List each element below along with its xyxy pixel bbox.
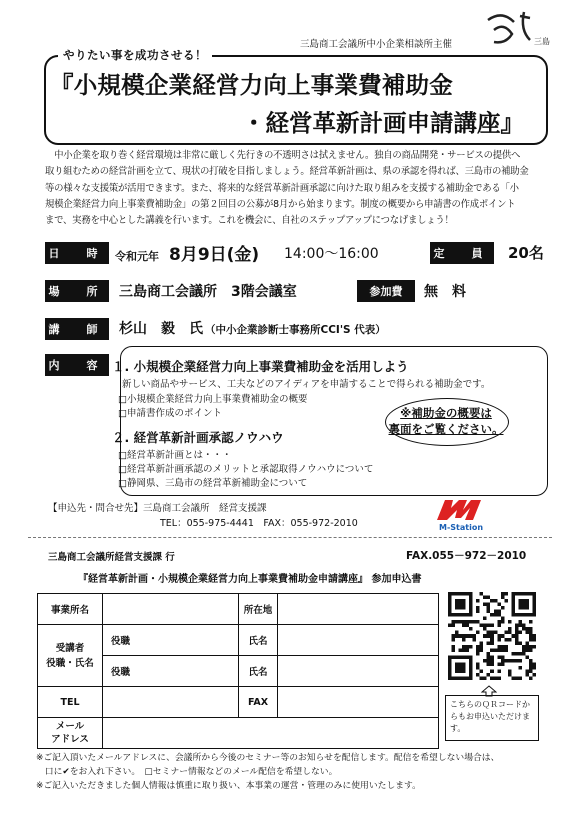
capacity-label: 定 員 xyxy=(430,242,494,264)
list-item: □経営革新計画承認のメリットと承認取得ノウハウについて xyxy=(118,464,374,475)
svg-text:三島: 三島 xyxy=(534,37,550,46)
intro-line: 中小企業を取り巻く経営環境は非常に厳しく先行きの不透明さは拭えません。独自の商品開発・サービスの提供へ xyxy=(45,150,521,161)
content-label: 内 容 xyxy=(45,354,109,376)
callout-text xyxy=(382,405,510,437)
date-label: 日 時 xyxy=(45,242,109,264)
fee-value: 無 料 xyxy=(424,284,466,300)
role-input-2[interactable] xyxy=(103,656,239,687)
name-input-2[interactable] xyxy=(278,656,439,687)
name-label: 氏名 xyxy=(239,656,278,687)
location-input[interactable] xyxy=(278,594,439,625)
footer-line: ※ご記入いただきました個人情報は慎重に取り扱い、本事業の運営・管理のみに使用いたします。 xyxy=(36,781,421,791)
callout-line: 裏面をご覧ください。 xyxy=(388,422,504,436)
fee-label: 参加費 xyxy=(357,280,415,302)
company-label: 事業所名 xyxy=(38,594,103,625)
m-station-logo xyxy=(433,494,489,532)
cut-line xyxy=(28,537,552,538)
list-item: □小規模企業経営力向上事業費補助金の概要 xyxy=(118,394,308,405)
list-item: □申請書作成のポイント xyxy=(118,408,222,419)
intro-line: まで、実務を中心とした講義を行います。これを機会に、自社のステップアップにつなげましょう！ xyxy=(45,215,454,227)
capacity-value: 20名 xyxy=(508,244,544,262)
role-label: 役職 xyxy=(111,667,131,678)
attendee-label-line1: 受講者 xyxy=(55,642,85,654)
list-item: □静岡県、三島市の経営革新補助金について xyxy=(118,478,308,489)
intro-line: 取り組むための経営計画を立て、現状の打破を目指しましょう。経営革新計画は、県の承認を得れば、三島市の補助金 xyxy=(45,166,529,178)
attendee-label xyxy=(38,625,103,687)
qr-note: こちらのＱＲコードからもお申込いただけます。 xyxy=(445,695,539,741)
intro-line: 規模企業経営力向上事業費補助金」の第２回目の公募が8月から始まります。制度の概要から申請書の作成ポイント xyxy=(45,198,516,210)
role-input-1[interactable] xyxy=(103,625,239,656)
location-label: 所在地 xyxy=(239,594,278,625)
form-title: 『経営革新計画・小規模企業経営力向上事業費補助金申請講座』 参加申込書 xyxy=(78,574,422,585)
contact-line1: 【申込先・問合せ先】三島商工会議所 経営支援課 xyxy=(48,503,267,514)
email-label-line2: アドレス xyxy=(51,734,89,745)
callout-line: ※補助金の概要は xyxy=(400,406,492,420)
date-prefix: 令和元年 xyxy=(115,250,159,263)
fax-input[interactable] xyxy=(278,687,439,718)
footer-line: 口に✔をお入れ下さい。 □セミナー情報などのメール配信を希望しない。 xyxy=(36,767,338,777)
name-label: 氏名 xyxy=(239,625,278,656)
attendee-label-line2: 役職・氏名 xyxy=(46,657,94,669)
m-station-text: M-Station xyxy=(438,523,484,532)
company-input[interactable] xyxy=(103,594,239,625)
arrow-up-icon xyxy=(481,682,497,694)
date-time: 14:00～16:00 xyxy=(284,246,379,262)
lecturer-name: 杉山 毅 氏 xyxy=(119,321,203,337)
role-label: 役職 xyxy=(111,636,131,647)
section-heading-2: ２. 経営革新計画承認ノウハウ xyxy=(112,430,284,445)
tel-input[interactable] xyxy=(103,687,239,718)
email-label-line1: メール xyxy=(55,721,85,732)
section-heading-1: １. 小規模企業経営力向上事業費補助金を活用しよう xyxy=(112,359,409,374)
form-recipient: 三島商工会議所経営支援課 行 xyxy=(48,552,175,563)
intro-paragraph xyxy=(45,148,557,229)
qr-code[interactable] xyxy=(448,592,536,680)
organizer-text: 三島商工会議所中小企業相談所主催 xyxy=(300,39,453,50)
email-label xyxy=(38,718,103,749)
place-label: 場 所 xyxy=(45,280,109,302)
footer-line: ※ご記入頂いたメールアドレスに、会議所から今後のセミナー等のお知らせを配信します。配信を希望しない場合は、 xyxy=(36,753,500,763)
intro-line: 等の様々な支援策が活用できます。また、将来的な経営革新計画承認に向けた取り組みを支援する補助金である「小 xyxy=(45,182,519,194)
fax-label: FAX xyxy=(239,687,278,718)
list-item: □経営革新計画とは・・・ xyxy=(118,450,232,461)
lecturer-label: 講 師 xyxy=(45,318,109,340)
tel-label: TEL xyxy=(38,687,103,718)
name-input-1[interactable] xyxy=(278,625,439,656)
lecturer-title: （中小企業診断士事務所CCI'S 代表） xyxy=(205,324,386,336)
tsunagu-mishima-logo xyxy=(484,6,554,48)
subtitle: やりたい事を成功させる！ xyxy=(58,47,212,63)
date-main: 8月9日(金) xyxy=(169,245,260,265)
page-title-line2: ・経営革新計画申請講座』 xyxy=(242,109,524,137)
page-title-line1: 『小規模企業経営力向上事業費補助金 xyxy=(50,71,453,99)
application-form xyxy=(37,593,439,749)
contact-line2: TEL：055-975-4441 FAX：055-972-2010 xyxy=(160,518,358,529)
email-input[interactable] xyxy=(103,718,439,749)
section-desc: 新しい商品やサービス、工夫などのアイディアを申請することで得られる補助金です。 xyxy=(122,379,491,390)
form-fax: FAX.055－972－2010 xyxy=(406,550,527,562)
place-value: 三島商工会議所 3階会議室 xyxy=(119,284,297,300)
